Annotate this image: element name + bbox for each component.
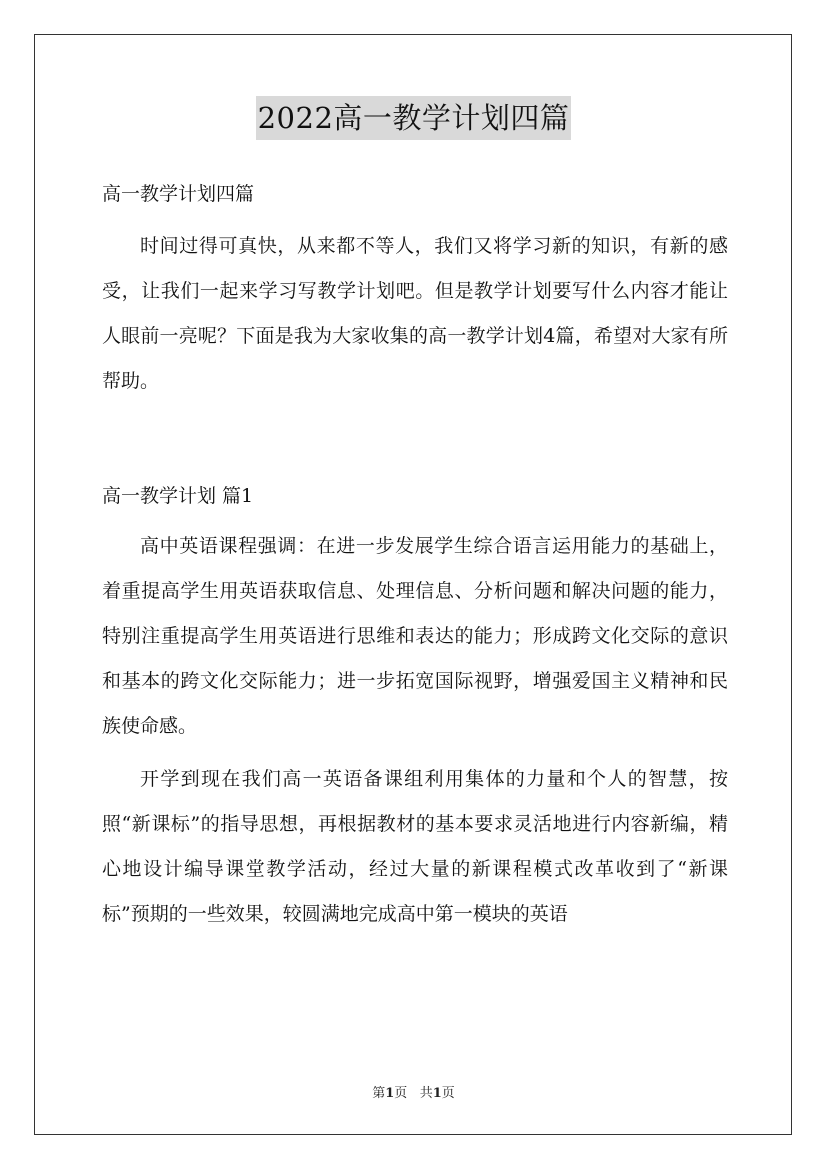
section-paragraph-1: 高中英语课程强调：在进一步发展学生综合语言运用能力的基础上，着重提高学生用英语获取信息、处理信息、分析问题和解决问题的能力，特别注重提高学生用英语进行思维和表达的能力；形成跨文化交际的意识和基本的跨文化交际能力；进一步拓宽国际视野，增强爱国主义精神和民族使命感。 xyxy=(102,535,728,737)
title-container xyxy=(0,96,827,140)
footer-total-unit: 页 xyxy=(441,1086,455,1101)
footer-page-total: 1 xyxy=(432,1086,442,1101)
section-paragraph-2: 开学到现在我们高一英语备课组利用集体的力量和个人的智慧，按照“新课标”的指导思想，再根据教材的基本要求灵活地进行内容新编，精心地设计编导课堂教学活动，经过大量的新课程模式改革收到了“新课标”预期的一些效果，较圆满地完成高中第一模块的英语 xyxy=(102,768,728,925)
footer-total-prefix: 共 xyxy=(419,1086,433,1101)
footer-page-current: 1 xyxy=(385,1086,395,1101)
document-title: 2022高一教学计划四篇 xyxy=(256,96,572,140)
intro-paragraph: 时间过得可真快，从来都不等人，我们又将学习新的知识，有新的感受，让我们一起来学习写教学计划吧。但是教学计划要写什么内容才能让人眼前一亮呢？下面是我为大家收集的高一教学计划4篇，希望对大家有所帮助。 xyxy=(102,235,728,392)
section-heading: 高一教学计划 篇1 xyxy=(102,485,254,507)
footer-page-unit: 页 xyxy=(394,1086,408,1101)
document-subtitle: 高一教学计划四篇 xyxy=(102,183,255,205)
footer-page-prefix: 第 xyxy=(372,1086,386,1101)
document-body xyxy=(102,174,728,937)
page-footer xyxy=(0,1085,827,1103)
